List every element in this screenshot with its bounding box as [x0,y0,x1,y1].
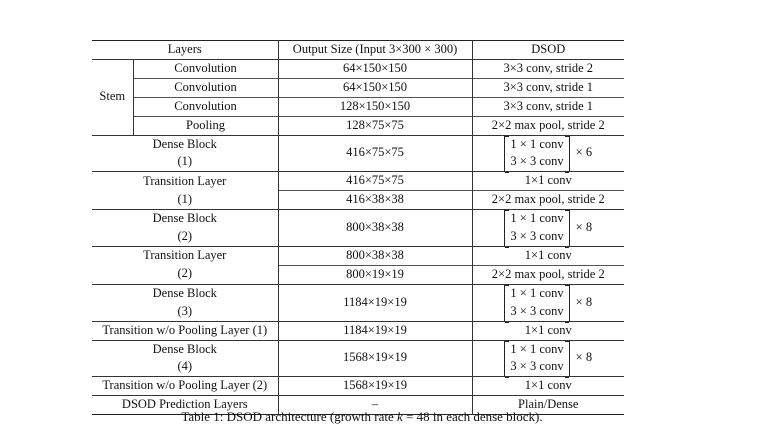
output-cell: 128×150×150 [278,97,472,116]
conv-1x1: 1 × 1 conv [510,136,564,151]
conv-3x3: 3 × 3 conv [510,359,564,374]
dsod-cell [472,135,624,172]
dense-block-4-label [92,340,278,377]
block-name: Dense Block [152,285,217,300]
conv-3x3: 3 × 3 conv [510,154,564,169]
architecture-table [92,40,624,415]
transition-2-label [92,246,278,284]
transition-1-label [92,172,278,210]
block-name: Dense Block [152,341,217,356]
output-cell: – [278,396,472,415]
dsod-cell: 1×1 conv [524,322,572,337]
table-row [92,210,624,247]
table-row [92,340,624,377]
dsod-cell [472,210,624,247]
block-name: Transition Layer [143,173,227,188]
dense-block-1-label [92,135,278,172]
table-header-row [92,41,624,60]
block-name: Transition Layer [143,248,227,263]
output-cell: 800×19×19 [278,265,472,284]
dsod-cell: 3×3 conv, stride 1 [472,78,624,97]
table-row [92,246,624,265]
block-name: Dense Block [152,211,217,226]
conv-1x1: 1 × 1 conv [510,285,564,300]
repeat-count: × 8 [575,294,593,309]
block-index: (3) [177,303,193,318]
table-row [92,321,624,340]
table-row [92,135,624,172]
stem-label: Stem [92,59,133,135]
table-row [92,78,624,97]
dsod-cell: 1×1 conv [524,247,572,262]
block-index: (1) [177,191,193,206]
output-cell: 64×150×150 [278,59,472,78]
block-name: Dense Block [152,136,217,151]
table-row [92,377,624,396]
dsod-cell [472,340,624,377]
output-cell: 1184×19×19 [278,321,472,340]
bracket-matrix [504,136,569,172]
conv-3x3: 3 × 3 conv [510,303,564,318]
table-row [92,97,624,116]
header-layers: Layers [92,41,278,60]
repeat-count: × 6 [575,145,593,160]
dsod-cell: 1×1 conv [524,173,572,188]
bracket-matrix [504,341,569,377]
conv-1x1: 1 × 1 conv [510,211,564,226]
dsod-cell: 2×2 max pool, stride 2 [472,265,624,284]
bracket-matrix [504,285,569,321]
block-index: (4) [177,359,193,374]
block-index: (2) [177,229,193,244]
dsod-cell [472,284,624,321]
block-index: (1) [177,154,193,169]
dsod-cell: Plain/Dense [518,397,579,412]
transition-no-pool-1-label: Transition w/o Pooling Layer (1) [92,321,278,340]
dsod-cell: 2×2 max pool, stride 2 [472,191,624,210]
dsod-cell: 3×3 conv, stride 2 [503,60,594,75]
output-cell: 1568×19×19 [278,340,472,377]
repeat-count: × 8 [575,350,593,365]
transition-no-pool-2-label: Transition w/o Pooling Layer (2) [92,377,278,396]
output-cell: 128×75×75 [278,116,472,135]
header-dsod: DSOD [531,42,566,56]
conv-bracket [504,341,592,377]
conv-3x3: 3 × 3 conv [510,229,564,244]
dense-block-3-label [92,284,278,321]
conv-bracket [504,136,592,172]
output-cell: 416×38×38 [278,191,472,210]
header-output-size: Output Size (Input 3×300 × 300) [278,41,472,60]
output-cell: 64×150×150 [278,78,472,97]
caption-prefix: Table 1: DSOD architecture (growth rate [181,409,398,424]
dsod-cell: 1×1 conv [524,378,572,393]
output-cell: 1568×19×19 [278,377,472,396]
table-row [92,284,624,321]
dense-block-2-label [92,210,278,247]
layer-cell: Convolution [133,78,278,97]
caption-suffix: = 48 in each dense block). [402,409,543,424]
table-caption [0,409,782,425]
table-row [92,172,624,191]
bracket-matrix [504,210,569,246]
output-cell: 1184×19×19 [278,284,472,321]
architecture-table-container [92,40,624,415]
prediction-layers-label: DSOD Prediction Layers [92,396,278,415]
caption-variable: k [397,409,403,424]
conv-bracket [504,285,592,321]
layer-cell: Convolution [133,97,278,116]
dsod-cell: 3×3 conv, stride 1 [472,97,624,116]
output-cell: 416×75×75 [278,172,472,191]
layer-cell: Convolution [133,59,278,78]
conv-bracket [504,210,592,246]
repeat-count: × 8 [575,220,593,235]
output-cell: 800×38×38 [278,246,472,265]
output-cell: 416×75×75 [278,135,472,172]
dsod-cell: 2×2 max pool, stride 2 [472,116,624,135]
table-row [92,59,624,78]
table-row [92,116,624,135]
layer-cell: Pooling [133,116,278,135]
output-cell: 800×38×38 [278,210,472,247]
conv-1x1: 1 × 1 conv [510,341,564,356]
block-index: (2) [177,266,193,281]
